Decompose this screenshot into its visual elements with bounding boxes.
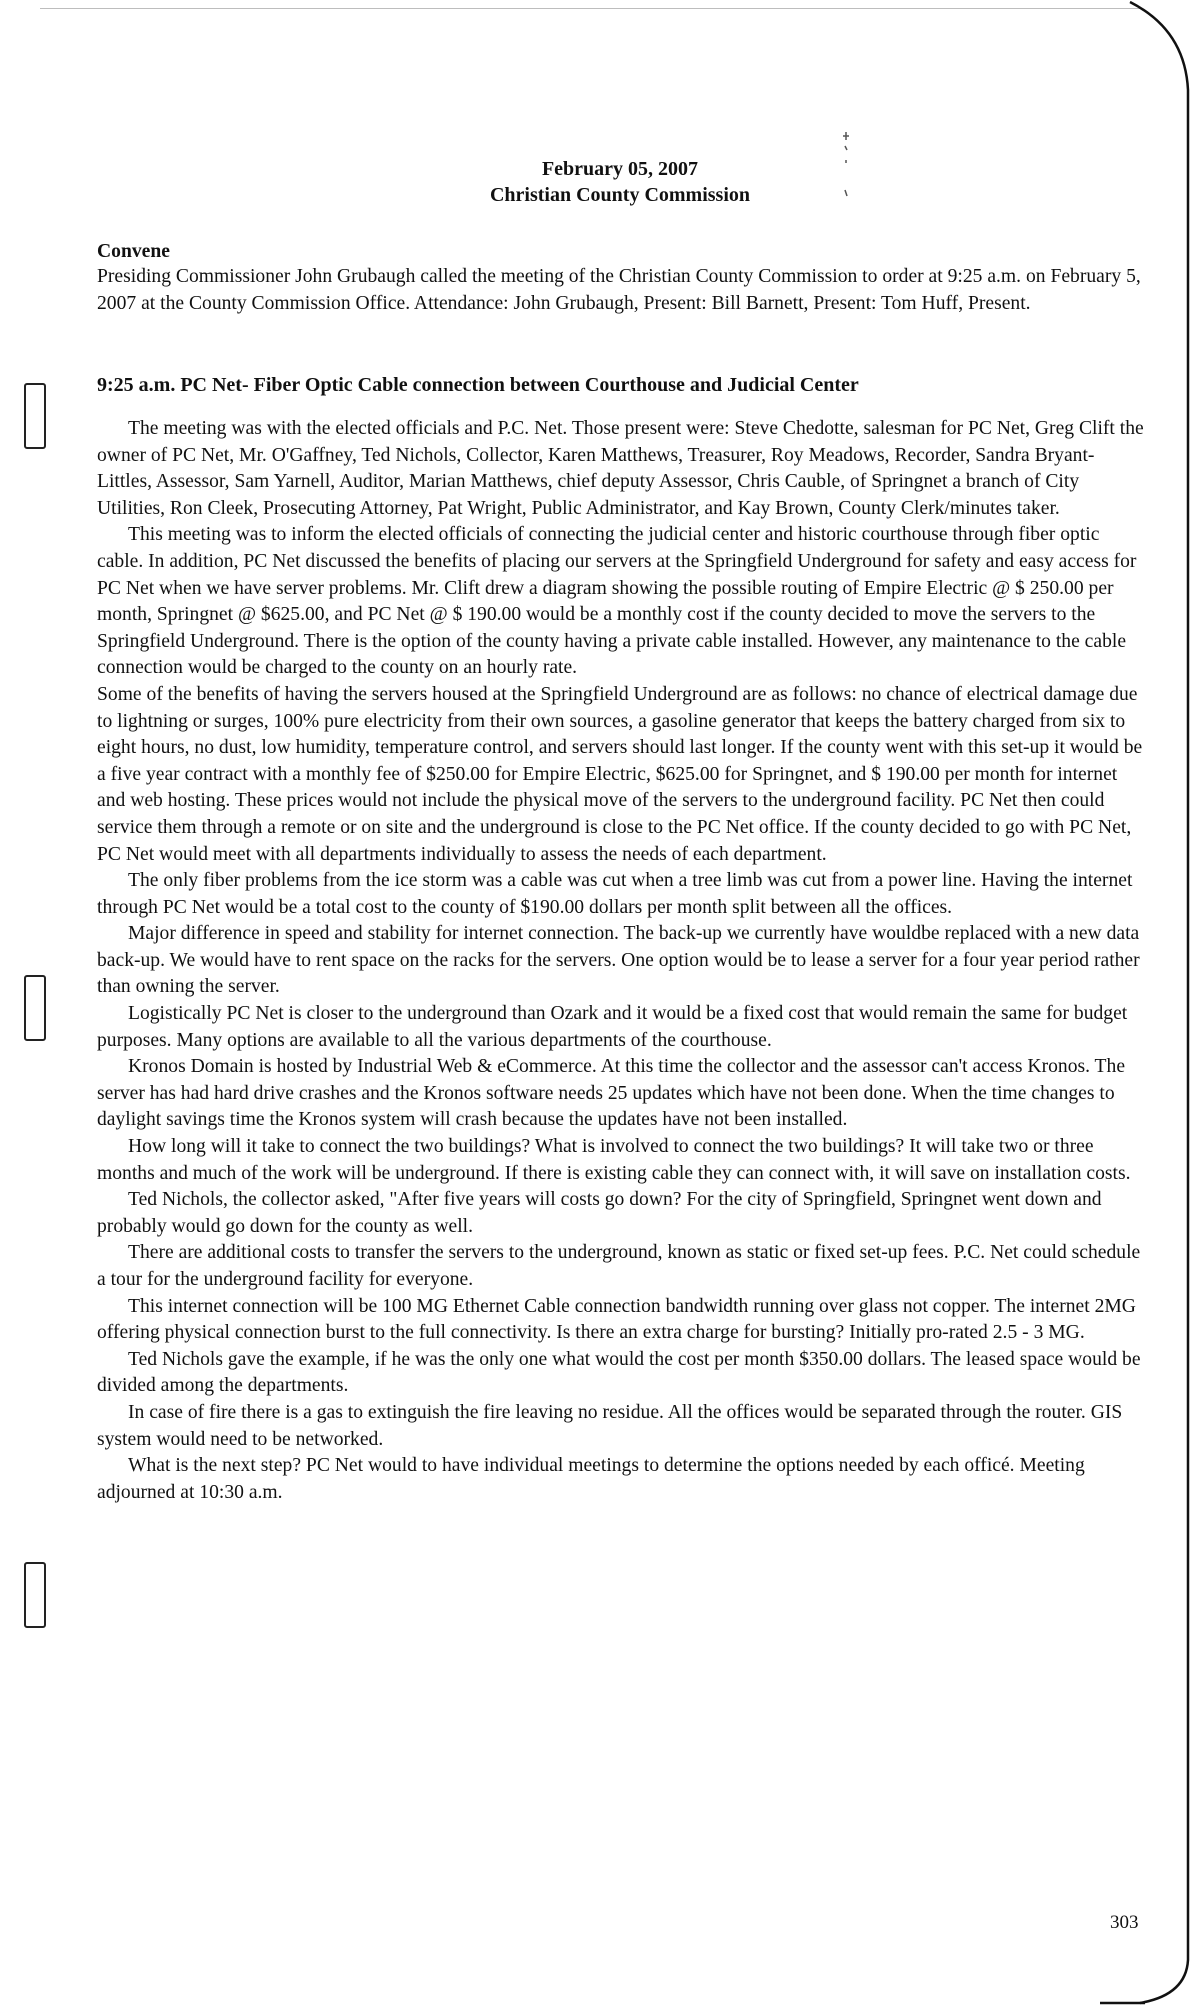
document-date: February 05, 2007 [541,158,699,180]
document-title: Christian County Commission [489,184,751,206]
page-edge-top [40,8,1140,9]
convene-heading: Convene [97,241,170,262]
minutes-paragraph: How long will it take to connect the two buildings? What is involved to connect the two buildings? It will take two or three months and much of the work will be underground. If there is existing cable they can connect with, it will save on installation costs. [97,1136,1131,1184]
convene-paragraph: Presiding Commissioner John Grubaugh called the meeting of the Christian County Commission to order at 9:25 a.m. on February 5, 2007 at the County Commission Office. Attendance: John Grubaugh, Present: Bill Barnett, Present: Tom Huff, Present. [97,266,1141,314]
minutes-paragraph: Some of the benefits of having the servers housed at the Springfield Underground are as follows: no chance of electrical damage due to lightning or surges, 100% pure electricity from their own sources, a gasoline generator that keeps the battery charged from six to eight hours, no dust, low humidity, temperature control, and servers should last longer. If the county went with this set-up it would be a five year contract with a monthly fee of $250.00 for Empire Electric, $625.00 for Springnet, and $ 190.00 per month for internet and web hosting. These prices would not include the physical move of the servers to the underground facility. PC Net then could service them through a remote or on site and the underground is close to the PC Net office. If the county decided to go with PC Net, PC Net would meet with all departments individually to assess the needs of each department. [97,683,1143,865]
minutes-paragraph: Major difference in speed and stability for internet connection. The back-up we currently have wouldbe replaced with a new data back-up. We would have to rent space on the racks for the servers. One option would be to lease a server for a four year period rather than owning the server. [97,923,1140,998]
minutes-paragraph: The meeting was with the elected officials and P.C. Net. Those present were: Steve Chedotte, salesman for PC Net, Greg Clift the owner of PC Net, Mr. O'Gaffney, Ted Nichols, Collector, Karen Matthews, Treasurer, Roy Meadows, Recorder, Sandra Bryant-Littles, Assessor, Sam Yarnell, Auditor, Marian Matthews, chief deputy Assessor, Chris Cauble, of Springnet a branch of City Utilities, Ron Cleek, Prosecuting Attorney, Pat Wright, Public Administrator, and Kay Brown, County Clerk/minutes taker. [97,418,1144,519]
minutes-paragraph: Ted Nichols, the collector asked, "After five years will costs go down? For the city of Springfield, Springnet went down and probably would go down for the county as well. [97,1189,1102,1237]
page-number: 303 [1110,1912,1139,1933]
minutes-paragraph: Kronos Domain is hosted by Industrial Web & eCommerce. At this time the collector and the assessor can't access Kronos. The server has had hard drive crashes and the Kronos software needs 25 updates which have not been done. When the time changes to daylight savings time the Kronos system will crash because the updates have not been installed. [97,1056,1126,1131]
minutes-paragraph: This meeting was to inform the elected officials of connecting the judicial center and historic courthouse through fiber optic cable. In addition, PC Net discussed the benefits of placing our servers at the Springfield Underground for safety and easy access for PC Net when we have server problems. Mr. Clift drew a diagram showing the possible routing of Empire Electric @ $ 250.00 per month, Springnet @ $625.00, and PC Net @ $ 190.00 would be a monthly cost if the county decided to move the servers to the Springfield Underground. There is the option of the county having a private cable installed. However, any maintenance to the cable connection would be charged to the county on an hourly rate. [97,524,1137,679]
binder-hole [24,975,46,1041]
minutes-body [97,416,1147,1506]
binder-hole [24,1562,46,1628]
minutes-paragraph: This internet connection will be 100 MG Ethernet Cable connection bandwidth running over glass not copper. The internet 2MG offering physical connection burst to the full connectivity. Is there an extra charge for bursting? Initially pro-rated 2.5 - 3 MG. [97,1295,1136,1344]
minutes-paragraph: In case of fire there is a gas to extinguish the fire leaving no residue. All the offices would be separated through the router. GIS system would need to be networked. [97,1401,1123,1450]
agenda-item-heading: 9:25 a.m. PC Net- Fiber Optic Cable connection between Courthouse and Judicial Center [97,374,859,396]
binder-hole [24,383,46,449]
minutes-paragraph: The only fiber problems from the ice storm was a cable was cut when a tree limb was cut from a power line. Having the internet through PC Net would be a total cost to the county of $190.00 dollars per month split between all the offices. [97,870,1133,918]
minutes-paragraph: Ted Nichols gave the example, if he was the only one what would the cost per month $350.00 dollars. The leased space would be divided among the departments. [97,1348,1141,1397]
minutes-paragraph: Logistically PC Net is closer to the underground than Ozark and it would be a fixed cost that would remain the same for budget purposes. Many options are available to all the various departments of the courthouse. [97,1003,1128,1051]
minutes-paragraph: There are additional costs to transfer the servers to the underground, known as static or fixed set-up fees. P.C. Net could schedule a tour for the underground facility for everyone. [97,1242,1141,1290]
minutes-paragraph: What is the next step? PC Net would to have individual meetings to determine the options needed by each officé. Meeting adjourned at 10:30 a.m. [97,1455,1085,1503]
